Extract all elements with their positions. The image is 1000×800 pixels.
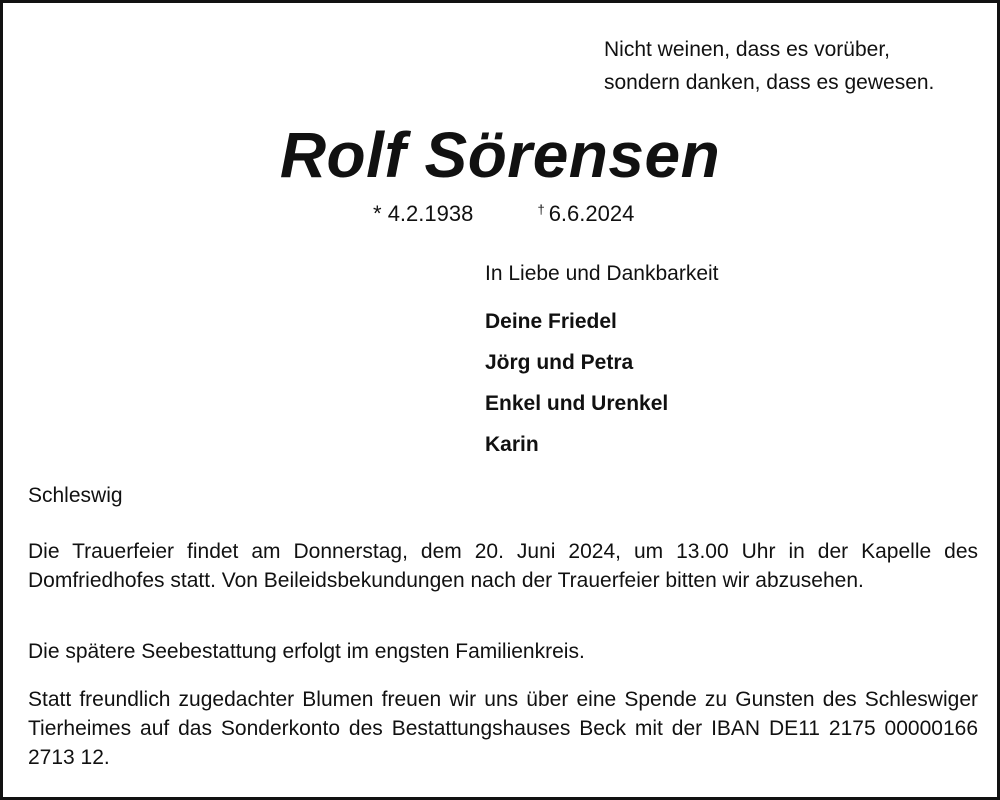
deceased-name: Rolf Sörensen — [279, 119, 721, 191]
mourner-name: Jörg und Petra — [485, 351, 634, 374]
life-dates — [373, 195, 634, 229]
quote-line-2: sondern danken, dass es gewesen. — [604, 71, 935, 94]
mourner-name: Karin — [485, 433, 539, 456]
death-cross-icon: † — [537, 202, 545, 217]
death-date: 6.6.2024 — [548, 201, 635, 226]
quote-line-1: Nicht weinen, dass es vorüber, — [604, 38, 890, 61]
mourners-list — [485, 307, 668, 471]
death-date-group — [537, 195, 634, 229]
mourners-intro: In Liebe und Dankbarkeit — [485, 262, 719, 285]
donation-paragraph: Statt freundlich zugedachter Blumen freuen wir uns über eine Spende zu Gunsten des Schleswiger Tierheimes auf das Sonderkonto des Bestattungshauses Beck mit der IBAN DE11 2175 00000166 2713 12. — [28, 688, 978, 769]
mourner-name: Deine Friedel — [485, 310, 617, 333]
birth-symbol: * — [373, 201, 382, 226]
birth-date-group — [373, 199, 473, 229]
place-name: Schleswig — [28, 484, 123, 507]
birth-date: 4.2.1938 — [387, 201, 474, 226]
funeral-paragraph: Die Trauerfeier findet am Donnerstag, dem 20. Juni 2024, um 13.00 Uhr in der Kapelle des Domfriedhofes statt. Von Beileidsbekundungen nach der Trauerfeier bitten wir abzusehen. — [28, 540, 978, 592]
mourner-name: Enkel und Urenkel — [485, 392, 669, 415]
burial-paragraph: Die spätere Seebestattung erfolgt im engsten Familienkreis. — [28, 640, 585, 663]
memorial-quote — [604, 33, 934, 99]
